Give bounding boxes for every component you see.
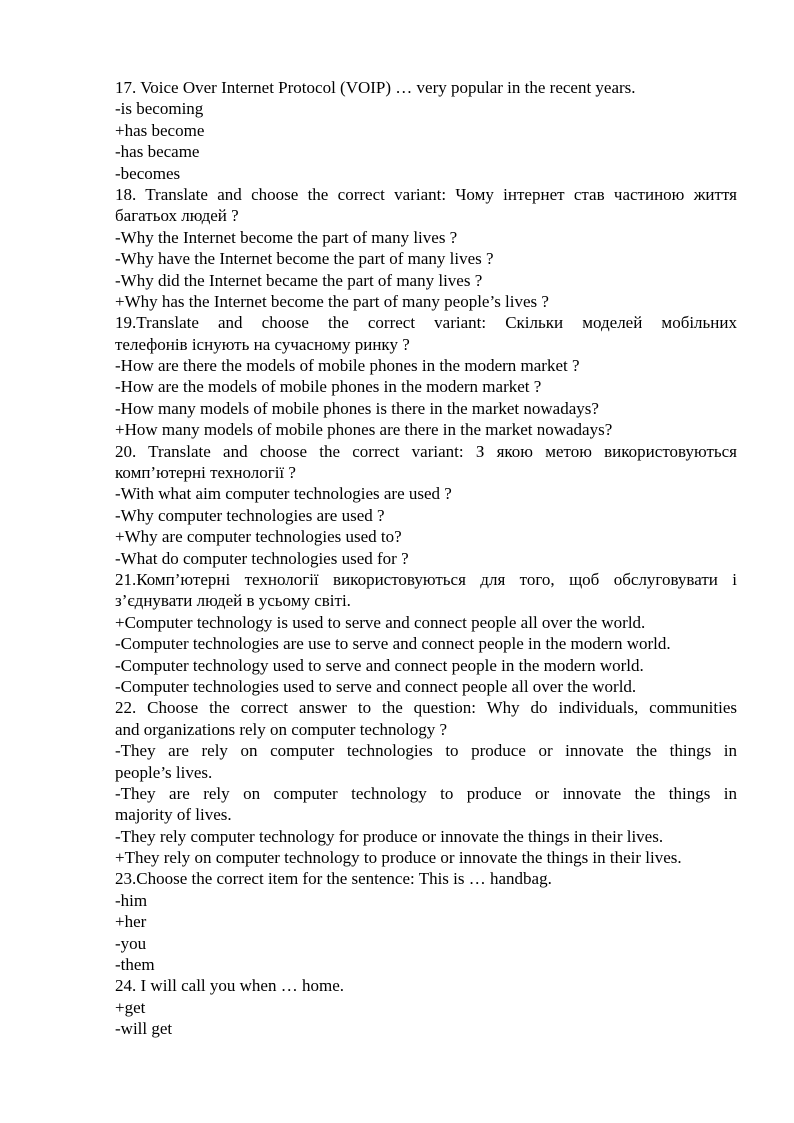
text-line: -Why computer technologies are used ? — [115, 505, 385, 525]
text-line: -him — [115, 890, 148, 910]
text-line: +Why are computer technologies used to? — [115, 527, 402, 547]
text-line: багатьох людей ? — [115, 206, 239, 226]
document-page — [115, 77, 737, 1040]
text-line: -They are rely on computer technology to produce or innovate the things in — [115, 783, 737, 803]
text-line: 24. I will call you when … home. — [115, 976, 344, 996]
text-line: -They rely computer technology for produce or innovate the things in their lives. — [115, 826, 664, 846]
text-line: -Why have the Internet become the part of many lives ? — [115, 249, 494, 269]
text-line: -them — [115, 955, 155, 975]
text-line: +Computer technology is used to serve and connect people all over the world. — [115, 612, 646, 632]
text-line: -How are the models of mobile phones in the modern market ? — [115, 377, 542, 397]
text-line: комп’ютерні технології ? — [115, 463, 296, 483]
text-line: з’єднувати людей в усьому світі. — [115, 591, 351, 611]
text-line: 17. Voice Over Internet Protocol (VOIP) … very popular in the recent years. — [115, 78, 636, 97]
text-line: 23.Choose the correct item for the sentence: This is … handbag. — [115, 869, 552, 889]
text-line: -becomes — [115, 163, 181, 183]
text-line: -Computer technologies are use to serve and connect people in the modern world. — [115, 634, 671, 654]
text-line: -is becoming — [115, 99, 204, 119]
text-line: people’s lives. — [115, 762, 213, 782]
text-line: -Why did the Internet became the part of many lives ? — [115, 270, 483, 290]
text-line: +her — [115, 912, 147, 932]
text-line: -Why the Internet become the part of many lives ? — [115, 227, 458, 247]
text-line: 20. Translate and choose the correct variant: З якою метою використовуються — [115, 441, 737, 461]
text-line: -They are rely on computer technologies to produce or innovate the things in — [115, 741, 737, 761]
text-line: 18. Translate and choose the correct variant: Чому інтернет став частиною життя — [115, 184, 737, 204]
text-line: +Why has the Internet become the part of many people’s lives ? — [115, 291, 549, 311]
text-line: -has became — [115, 142, 200, 162]
text-line: -Computer technology used to serve and connect people in the modern world. — [115, 655, 644, 675]
text-line: 21.Комп’ютерні технології використовуються для того, щоб обслуговувати і — [115, 569, 737, 589]
text-line: +has become — [115, 120, 205, 140]
text-line: 19.Translate and choose the correct variant: Скільки моделей мобільних — [115, 313, 737, 333]
text-line: +get — [115, 997, 146, 1017]
text-line: -How are there the models of mobile phones in the modern market ? — [115, 356, 580, 376]
text-line: -What do computer technologies used for ? — [115, 548, 409, 568]
text-line: -you — [115, 933, 147, 953]
text-line: majority of lives. — [115, 805, 232, 825]
text-line: -How many models of mobile phones is there in the market nowadays? — [115, 398, 599, 418]
text-line: телефонів існують на сучасному ринку ? — [115, 334, 410, 354]
text-line: -will get — [115, 1019, 173, 1039]
text-line: -With what aim computer technologies are used ? — [115, 484, 452, 504]
text-line: and organizations rely on computer technology ? — [115, 719, 448, 739]
text-line: +They rely on computer technology to produce or innovate the things in their lives. — [115, 848, 682, 868]
text-line: +How many models of mobile phones are there in the market nowadays? — [115, 420, 613, 440]
text-line: 22. Choose the correct answer to the question: Why do individuals, communities — [115, 698, 737, 718]
text-line: -Computer technologies used to serve and connect people all over the world. — [115, 676, 637, 696]
